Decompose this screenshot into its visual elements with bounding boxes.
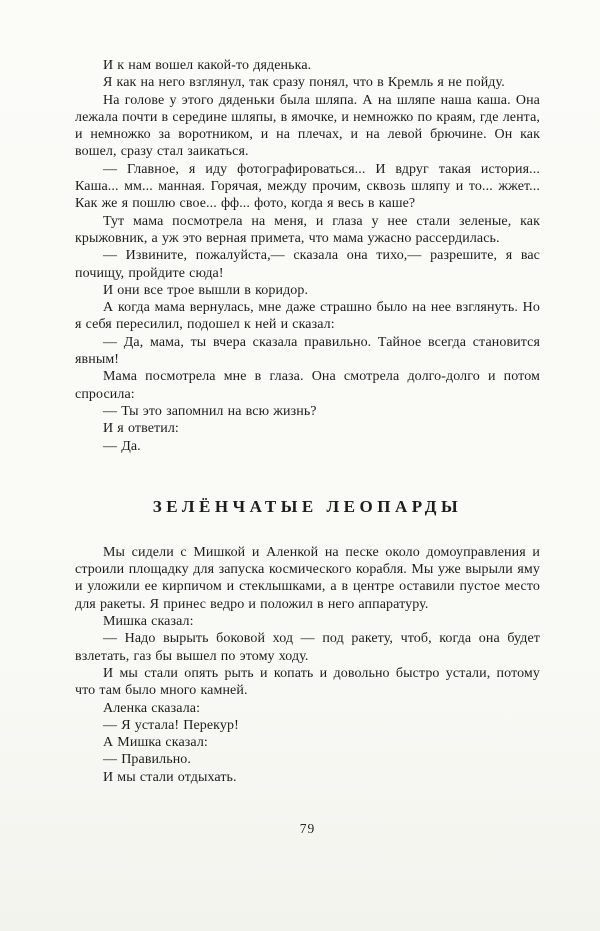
paragraph: А когда мама вернулась, мне даже страшно было на нее взглянуть. Но я себя пересилил, подошел к ней и сказал: bbox=[75, 300, 540, 333]
paragraph: Тут мама посмотрела на меня, и глаза у нее стали зеленые, как крыжовник, а уж это верная примета, что мама ужасно рассердилась. bbox=[75, 213, 540, 246]
dialogue-paragraph: — Правильно. bbox=[103, 752, 191, 768]
dialogue-paragraph: — Надо вырыть боковой ход — под ракету, чтоб, когда она будет взлетать, газ бы вышел по этому ходу. bbox=[75, 631, 540, 664]
dialogue-paragraph: — Я устала! Перекур! bbox=[103, 717, 239, 733]
story-heading: ЗЕЛЁНЧАТЫЕ ЛЕОПАРДЫ bbox=[152, 496, 463, 516]
paragraph: И к нам вошел какой-то дяденька. bbox=[103, 58, 312, 73]
paragraph: Мама посмотрела мне в глаза. Она смотрела долго-долго и потом спросила: bbox=[75, 369, 540, 402]
paragraph: На голове у этого дяденьки была шляпа. А на шляпе наша каша. Она лежала почти в середине шляпы, в ямочке, и немножко по краям, где лента, и немножко за воротником, и на плечах, и на левой брючине. Он как вошел, сразу стал заикаться. bbox=[75, 92, 540, 160]
paragraph: И я ответил: bbox=[103, 421, 179, 437]
paragraph: И мы стали опять рыть и копать и довольно быстро устали, потому что там было много камней. bbox=[75, 665, 540, 699]
dialogue-paragraph: — Да. bbox=[103, 438, 141, 454]
paragraph: И они все трое вышли в коридор. bbox=[103, 282, 309, 298]
paragraph: Мишка сказал: bbox=[103, 614, 194, 630]
paragraph: Я как на него взглянул, так сразу понял, что в Кремль я не пойду. bbox=[103, 75, 505, 91]
dialogue-paragraph: — Извините, пожалуйста,— сказала она тихо,— разрешите, я вас почищу, пройдите сюда! bbox=[75, 248, 540, 281]
paragraph: Аленка сказала: bbox=[103, 700, 201, 716]
text-block bbox=[75, 57, 540, 786]
paragraph: И мы стали отдыхать. bbox=[103, 769, 237, 785]
dialogue-paragraph: — Ты это запомнил на всю жизнь? bbox=[103, 403, 317, 419]
paragraph: Мы сидели с Мишкой и Аленкой на песке около домоуправления и строили площадку для запуска космического корабля. Мы уже вырыли яму и уложили ее кирпичом и стеклышками, а в центре оставили пустое место для ракеты. Я принес ведро и положил в него аппаратуру. bbox=[75, 544, 540, 612]
dialogue-paragraph: — Да, мама, ты вчера сказала правильно. Тайное всегда становится явным! bbox=[75, 334, 540, 368]
paragraph: А Мишка сказал: bbox=[103, 735, 208, 751]
page-number: 79 bbox=[299, 820, 316, 836]
dialogue-paragraph: — Главное, я иду фотографироваться... И вдруг такая история... Каша... мм... манная. Горячая, между прочим, сквозь шляпу и то... жжет... Как же я пошлю свое... фф... фото, когда я весь в каше? bbox=[75, 161, 540, 212]
